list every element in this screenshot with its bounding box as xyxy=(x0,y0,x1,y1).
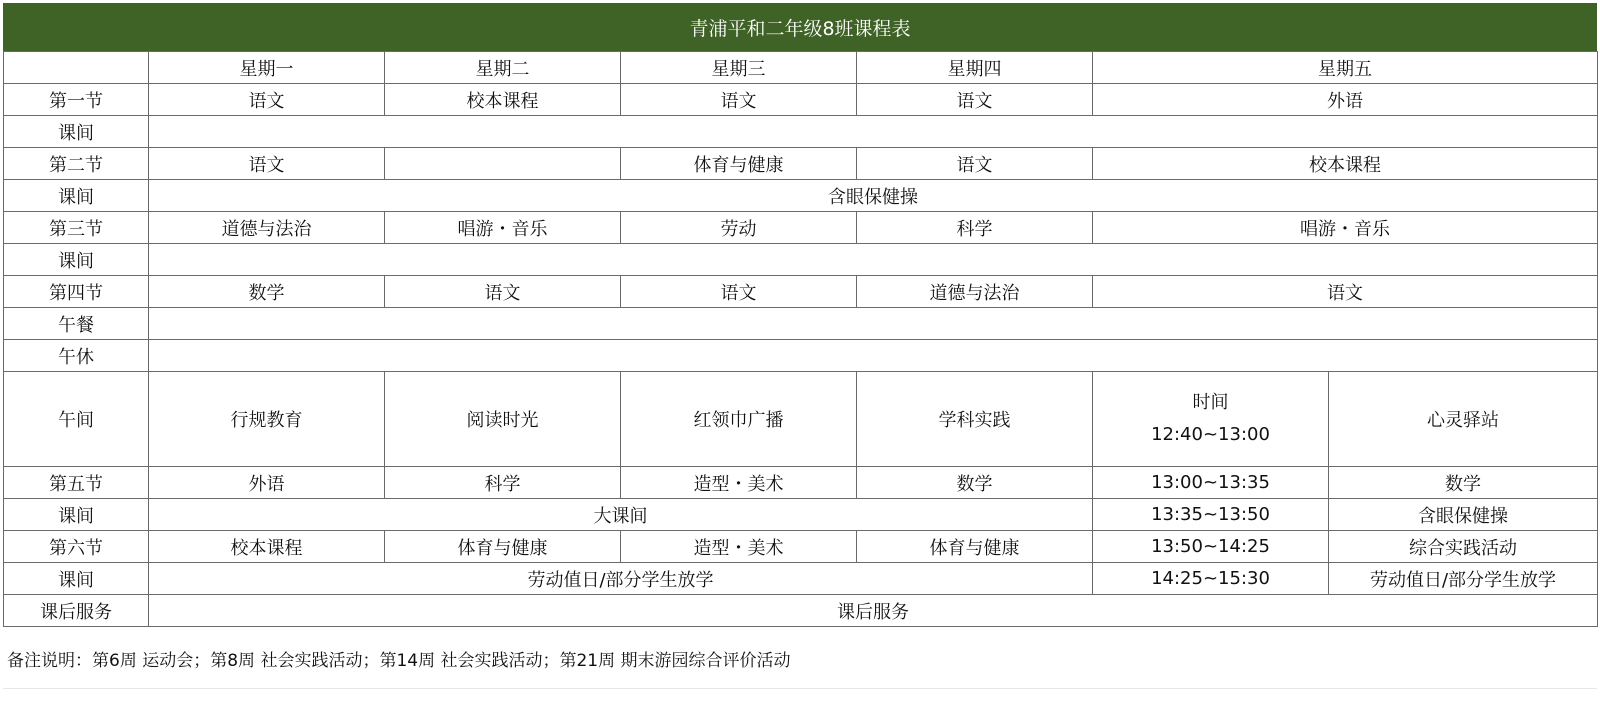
header-cell: 星期一 xyxy=(149,52,385,84)
row-label: 第六节 xyxy=(4,531,149,563)
row-label: 课后服务 xyxy=(4,595,149,627)
time-cell: 13:50~14:25 xyxy=(1093,531,1329,563)
header-cell: 星期三 xyxy=(621,52,857,84)
table-cell: 行规教育 xyxy=(149,372,385,467)
footnote: 备注说明：第6周 运动会；第8周 社会实践活动；第14周 社会实践活动；第21周 期末游园综合评价活动 xyxy=(7,650,791,671)
table-row xyxy=(4,372,1598,467)
table-cell: 体育与健康 xyxy=(385,531,621,563)
table-cell: 劳动值日/部分学生放学 xyxy=(1329,563,1598,595)
table-row xyxy=(4,563,1598,595)
table-cell: 含眼保健操 xyxy=(1329,499,1598,531)
table-cell: 阅读时光 xyxy=(385,372,621,467)
table-row xyxy=(4,244,1598,276)
row-label: 课间 xyxy=(4,563,149,595)
table-cell: 外语 xyxy=(1093,84,1598,116)
time-range: 12:40~13:00 xyxy=(1151,424,1270,445)
table-cell: 语文 xyxy=(149,84,385,116)
table-cell: 校本课程 xyxy=(385,84,621,116)
table-cell: 校本课程 xyxy=(149,531,385,563)
table-cell: 语文 xyxy=(149,148,385,180)
table-cell: 道德与法治 xyxy=(149,212,385,244)
table-cell: 语文 xyxy=(857,148,1093,180)
table-cell: 含眼保健操 xyxy=(149,180,1598,212)
footnote-divider xyxy=(3,688,1597,689)
table-row xyxy=(4,595,1598,627)
table-cell: 唱游・音乐 xyxy=(385,212,621,244)
table-cell: 数学 xyxy=(1329,467,1598,499)
table-cell xyxy=(149,244,1598,276)
schedule-sheet xyxy=(3,3,1597,693)
table-cell: 心灵驿站 xyxy=(1329,372,1598,467)
table-cell: 劳动 xyxy=(621,212,857,244)
time-cell: 14:25~15:30 xyxy=(1093,563,1329,595)
table-row xyxy=(4,467,1598,499)
table-cell: 数学 xyxy=(149,276,385,308)
header-cell: 星期二 xyxy=(385,52,621,84)
time-cell: 13:00~13:35 xyxy=(1093,467,1329,499)
row-label: 第五节 xyxy=(4,467,149,499)
row-label: 午间 xyxy=(4,372,149,467)
table-row xyxy=(4,340,1598,372)
table-cell: 造型・美术 xyxy=(621,467,857,499)
row-label: 课间 xyxy=(4,244,149,276)
header-cell: 星期五 xyxy=(1093,52,1598,84)
table-cell xyxy=(385,148,621,180)
table-cell: 语文 xyxy=(621,84,857,116)
table-cell: 唱游・音乐 xyxy=(1093,212,1598,244)
row-label: 第一节 xyxy=(4,84,149,116)
time-cell xyxy=(1093,372,1329,467)
row-label: 课间 xyxy=(4,499,149,531)
table-cell xyxy=(149,308,1598,340)
table-row xyxy=(4,212,1598,244)
title-bar xyxy=(3,3,1597,51)
table-cell xyxy=(149,340,1598,372)
table-cell: 综合实践活动 xyxy=(1329,531,1598,563)
table-cell: 造型・美术 xyxy=(621,531,857,563)
schedule-table xyxy=(3,51,1598,627)
table-cell: 语文 xyxy=(1093,276,1598,308)
table-cell: 大课间 xyxy=(149,499,1093,531)
table-cell: 学科实践 xyxy=(857,372,1093,467)
table-cell: 红领巾广播 xyxy=(621,372,857,467)
table-row xyxy=(4,180,1598,212)
table-cell: 校本课程 xyxy=(1093,148,1598,180)
table-cell: 科学 xyxy=(857,212,1093,244)
header-cell: 星期四 xyxy=(857,52,1093,84)
table-row xyxy=(4,84,1598,116)
header-corner xyxy=(4,52,149,84)
table-cell xyxy=(149,116,1598,148)
table-row xyxy=(4,499,1598,531)
row-label: 午餐 xyxy=(4,308,149,340)
table-cell: 体育与健康 xyxy=(621,148,857,180)
row-label: 第四节 xyxy=(4,276,149,308)
row-label: 第二节 xyxy=(4,148,149,180)
table-row xyxy=(4,276,1598,308)
header-row xyxy=(4,52,1598,84)
table-row xyxy=(4,308,1598,340)
table-cell: 道德与法治 xyxy=(857,276,1093,308)
row-label: 第三节 xyxy=(4,212,149,244)
table-cell: 科学 xyxy=(385,467,621,499)
table-cell: 外语 xyxy=(149,467,385,499)
schedule-title: 青浦平和二年级8班课程表 xyxy=(689,17,911,40)
table-cell: 体育与健康 xyxy=(857,531,1093,563)
row-label: 课间 xyxy=(4,180,149,212)
row-label: 午休 xyxy=(4,340,149,372)
table-row xyxy=(4,148,1598,180)
row-label: 课间 xyxy=(4,116,149,148)
time-cell: 13:35~13:50 xyxy=(1093,499,1329,531)
table-row xyxy=(4,531,1598,563)
table-cell: 语文 xyxy=(621,276,857,308)
table-cell: 语文 xyxy=(857,84,1093,116)
table-cell: 数学 xyxy=(857,467,1093,499)
table-cell: 劳动值日/部分学生放学 xyxy=(149,563,1093,595)
table-cell: 课后服务 xyxy=(149,595,1598,627)
time-header-label: 时间 xyxy=(1192,392,1229,413)
table-cell: 语文 xyxy=(385,276,621,308)
table-row xyxy=(4,116,1598,148)
